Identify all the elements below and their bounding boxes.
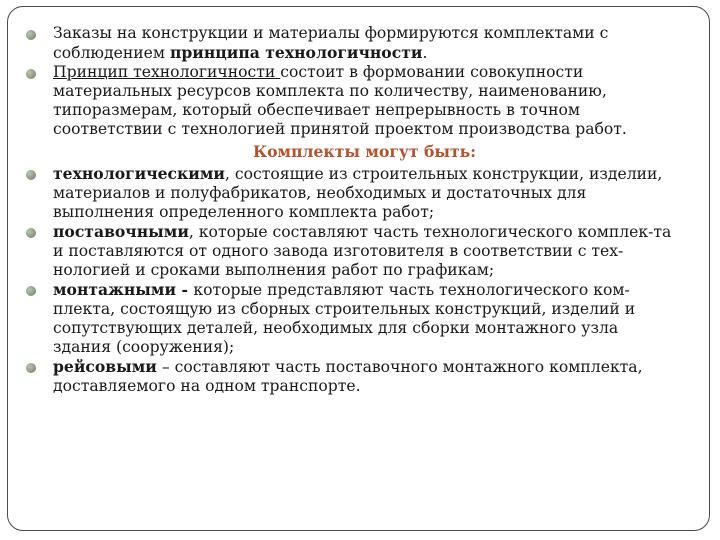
bullet-icon: [26, 363, 36, 373]
item-bold-term: рейсовыми: [53, 357, 157, 376]
item-text: состоит в формовании совокупности материальных ресурсов комплекта по количеству, наименованию, типоразмерам, который обеспечивает непрерывность в точном соответствии с технологией принятой проектом производства работ.: [53, 63, 627, 138]
item-text-end: .: [422, 44, 428, 62]
bullet-icon: [26, 228, 36, 238]
bullet-icon: [26, 170, 36, 180]
bullet-icon: [26, 30, 36, 40]
subheading: Комплекты могут быть:: [252, 142, 477, 161]
slide-content: [16, 24, 676, 396]
list-item: [16, 63, 676, 139]
bullet-list-bottom: [16, 164, 676, 396]
list-item: [16, 280, 676, 357]
item-bold-term: принципа технологичности: [169, 43, 423, 62]
item-underlined-term: Принцип технологичности: [53, 63, 281, 81]
item-bold-term: поставочными: [53, 222, 189, 241]
item-text: Заказы на конструкции и материалы формируются комплектами с соблюдением: [53, 24, 609, 62]
list-item: [16, 222, 676, 280]
bullet-icon: [26, 69, 36, 79]
item-text: которые представляют часть технологического ком-плекта, состоящую из сборных строительных конструкций, изделий и сопутствующих деталей, необходимых для сборки монтажного узла здания (сооружения);: [53, 281, 636, 356]
item-text: , состоящие из строительных конструкции, изделии, материалов и полуфабрикатов, необходимых и достаточных для выполнения определенного комплекта работ;: [53, 165, 663, 221]
bullet-icon: [26, 286, 36, 296]
bullet-list-top: [16, 24, 676, 139]
item-bold-term: монтажными -: [53, 280, 194, 299]
list-item: [16, 24, 676, 63]
list-item: [16, 164, 676, 222]
item-bold-term: технологическими: [53, 164, 225, 183]
item-text: , которые составляют часть технологического комплек-та и поставляются от одного завода изготовителя в соответствии с тех-нологией и сроками выполнения работ по графикам;: [53, 223, 672, 279]
list-item: [16, 357, 676, 396]
item-text: – составляют часть поставочного монтажного комплекта, доставляемого на одном транспорте.: [53, 358, 643, 395]
